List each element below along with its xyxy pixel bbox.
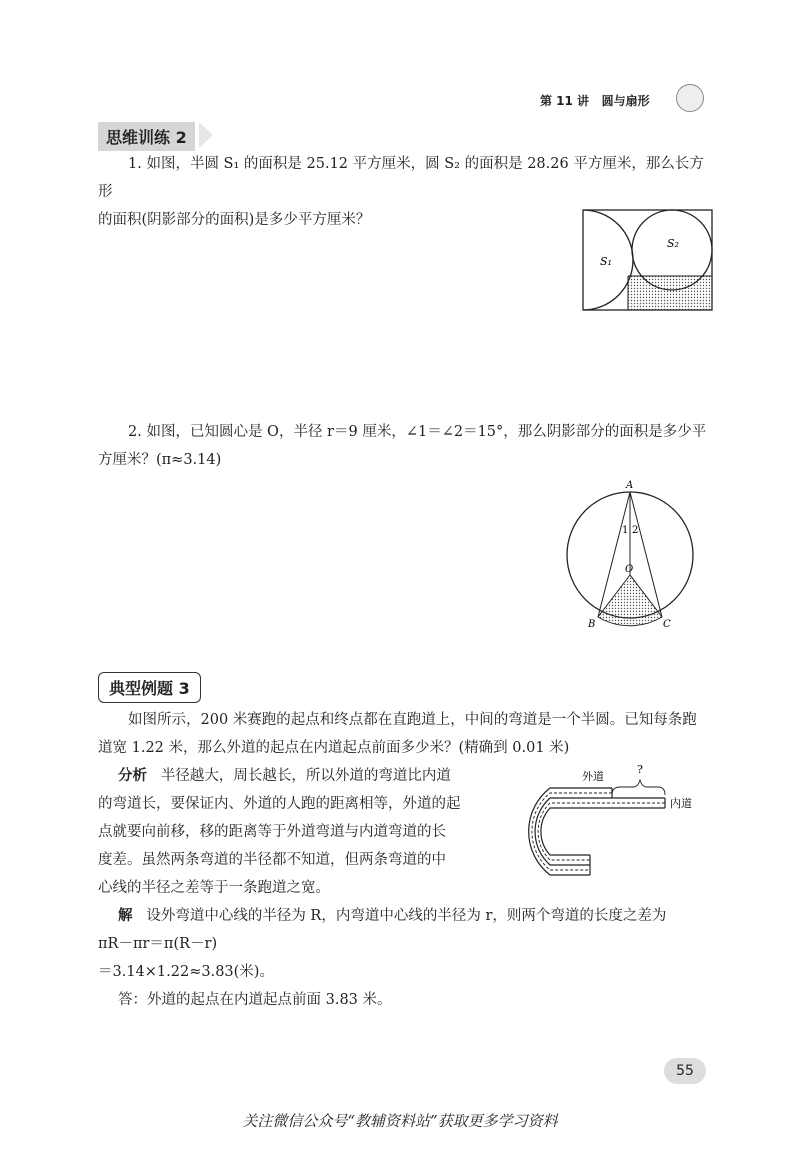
label-s1: S₁ xyxy=(600,255,612,268)
text-line: 心线的半径之差等于一条跑道之宽。 xyxy=(98,880,330,896)
section-title: 典型例题 3 xyxy=(98,672,201,703)
shaded-rect xyxy=(628,276,712,310)
text-line: 道宽 1.22 米，那么外道的起点在内道起点前面多少米？(精确到 0.01 米) xyxy=(98,740,570,756)
text-line: 设外弯道中心线的半径为 R，内弯道中心线的半径为 r，则两个弯道的长度之差为 xyxy=(146,908,667,924)
cartoon-icon xyxy=(676,84,704,112)
text-line: 的弯道长，要保证内、外道的人跑的距离相等，外道的起 xyxy=(98,796,461,812)
arrow-icon xyxy=(199,122,213,148)
label-angle-1: 1 xyxy=(622,525,629,536)
figure-circle xyxy=(560,475,710,635)
label-outer-lane: 外道 xyxy=(582,770,604,783)
text-line: 如图所示，200 米赛跑的起点和终点都在直跑道上，中间的弯道是一个半圆。已知每条跑 xyxy=(128,712,697,728)
figure-track xyxy=(470,755,730,885)
text-line: ＝3.14×1.22≈3.83(米)。 xyxy=(98,964,274,980)
label-question: ? xyxy=(637,763,643,776)
text-line: 点就要向前移，移的距离等于外道弯道与内道弯道的长 xyxy=(98,824,446,840)
text-line: 1. 如图，半圆 S₁ 的面积是 25.12 平方厘米，圆 S₂ 的面积是 28.26 平方厘米，那么长方形 xyxy=(98,156,704,200)
label-inner-lane: 内道 xyxy=(670,797,692,810)
text-line: 的面积(阴影部分的面积)是多少平方厘米？ xyxy=(98,212,371,228)
footer-note: 关注微信公众号“教辅资料站”获取更多学习资料 xyxy=(242,1112,558,1130)
solution xyxy=(98,902,718,1014)
label-o: O xyxy=(625,564,634,575)
lecture-number: 第 11 讲 xyxy=(540,94,590,108)
answer: 答：外道的起点在内道起点前面 3.83 米。 xyxy=(118,992,392,1008)
figure-rectangle xyxy=(570,200,730,320)
solution-label: 解 xyxy=(118,908,133,924)
question-2 xyxy=(98,418,718,474)
text-line: 方厘米？(π≈3.14) xyxy=(98,452,222,468)
section-title: 思维训练 2 xyxy=(98,122,195,151)
page-number: 55 xyxy=(664,1058,706,1084)
text-line: πR－πr＝π(R－r) xyxy=(98,936,218,952)
text-line: 半径越大，周长越长，所以外道的弯道比内道 xyxy=(160,768,451,784)
running-header xyxy=(540,92,650,109)
label-a: A xyxy=(626,480,634,491)
label-b: B xyxy=(588,619,596,630)
example-problem xyxy=(98,706,718,762)
lecture-topic: 圆与扇形 xyxy=(601,94,650,108)
analysis xyxy=(98,762,478,902)
label-s2: S₂ xyxy=(667,237,679,250)
text-line: 2. 如图，已知圆心是 O，半径 r＝9 厘米，∠1＝∠2＝15°，那么阴影部分的面积是多少平 xyxy=(128,424,707,440)
label-c: C xyxy=(663,619,671,630)
analysis-label: 分析 xyxy=(118,768,147,784)
label-angle-2: 2 xyxy=(632,525,639,536)
text-line: 度差。虽然两条弯道的半径都不知道，但两条弯道的中 xyxy=(98,852,446,868)
